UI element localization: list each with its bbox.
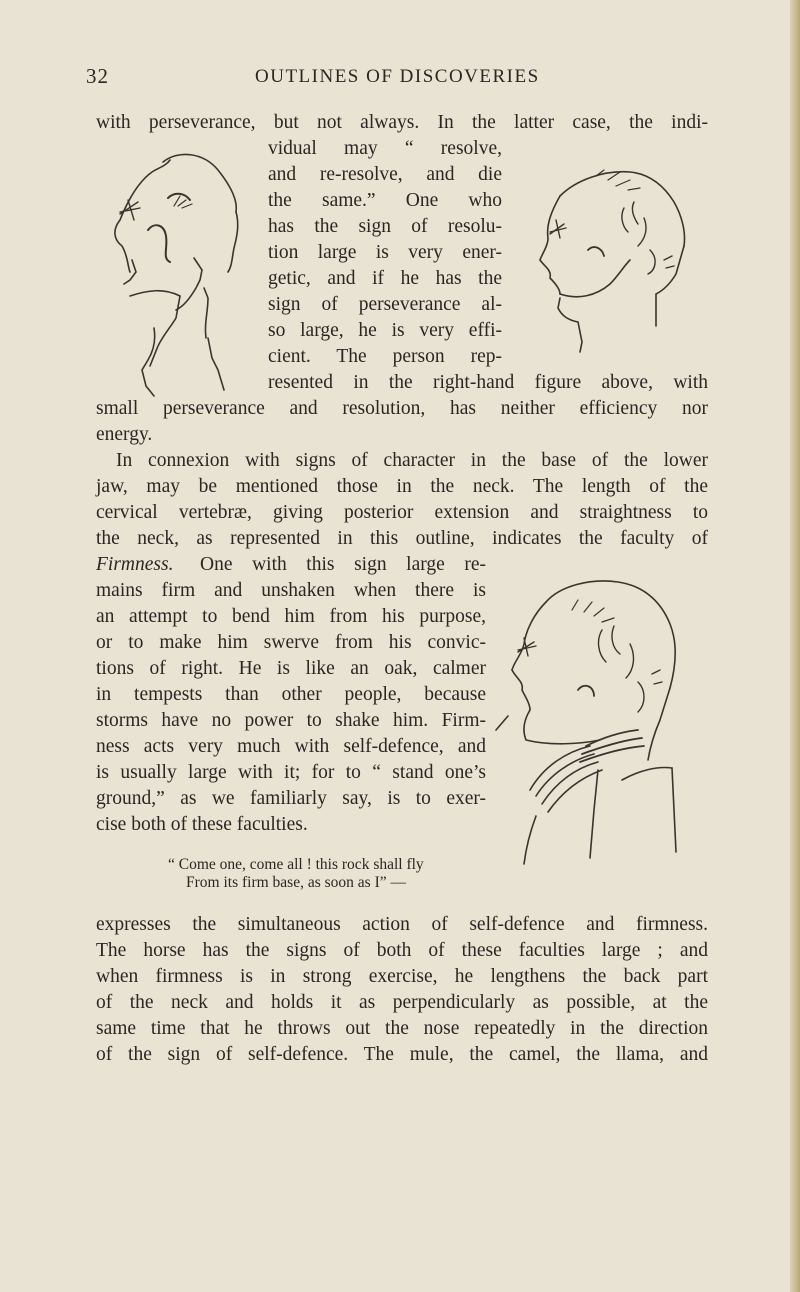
text-line: cient. The person rep- <box>268 346 502 367</box>
text-line: ground,” as we familiarly say, is to exer- <box>96 788 486 809</box>
text-line: ness acts very much with self-defence, and <box>96 736 486 757</box>
text-line: tions of right. He is like an oak, calmer <box>96 658 486 679</box>
firmness-neck-figure <box>490 570 690 890</box>
left-head-figure <box>108 140 258 402</box>
text-line: in tempests than other people, because <box>96 684 486 705</box>
text-line: mains firm and unshaken when there is <box>96 580 486 601</box>
page-edge <box>790 0 800 1292</box>
text-line: vidual may “ resolve, <box>268 138 502 159</box>
text-line: expresses the simultaneous action of self-defence and firmness. <box>96 914 708 935</box>
text-line: and re-resolve, and die <box>268 164 502 185</box>
text-line: when firmness is in strong exercise, he lengthens the back part <box>96 966 708 987</box>
text-line: an attempt to bend him from his purpose, <box>96 606 486 627</box>
quote-line: “ Come one, come all ! this rock shall fly <box>168 856 424 873</box>
right-head-figure <box>538 166 688 388</box>
text-line: tion large is very ener- <box>268 242 502 263</box>
text-line: One with this sign large re- <box>200 554 486 575</box>
text-line: with perseverance, but not always. In the latter case, the indi- <box>96 112 708 133</box>
text-line: cervical vertebræ, giving posterior extension and straightness to <box>96 502 708 523</box>
text-line: storms have no power to shake him. Firm- <box>96 710 486 731</box>
text-line: jaw, may be mentioned those in the neck. The length of the <box>96 476 708 497</box>
text-line: of the sign of self-defence. The mule, the camel, the llama, and <box>96 1044 708 1065</box>
text-line: has the sign of resolu- <box>268 216 502 237</box>
text-line: getic, and if he has the <box>268 268 502 289</box>
running-head: OUTLINES OF DISCOVERIES <box>255 66 540 87</box>
text-line: the neck, as represented in this outline, indicates the faculty of <box>96 528 708 549</box>
page-number: 32 <box>86 64 109 88</box>
text-line: same time that he throws out the nose repeatedly in the direction <box>96 1018 708 1039</box>
text-line: energy. <box>96 424 153 445</box>
faculty-name: Firmness. <box>96 554 174 575</box>
text-line: the same.” One who <box>268 190 502 211</box>
text-line: The horse has the signs of both of these faculties large ; and <box>96 940 708 961</box>
text-line: sign of perseverance al- <box>268 294 502 315</box>
quote-line: From its firm base, as soon as I” — <box>186 874 406 891</box>
text-line: is usually large with it; for to “ stand one’s <box>96 762 486 783</box>
text-line: of the neck and holds it as perpendicularly as possible, at the <box>96 992 708 1013</box>
text-line: cise both of these faculties. <box>96 814 308 835</box>
text-line: or to make him swerve from his convic- <box>96 632 486 653</box>
page-header <box>0 64 800 88</box>
paragraph-start: In connexion with signs of character in the base of the lower <box>116 450 708 471</box>
text-line: resented in the right-hand figure above, with <box>268 372 708 393</box>
text-line: so large, he is very effi- <box>268 320 502 341</box>
text-line: small perseverance and resolution, has neither efficiency nor <box>96 398 708 419</box>
